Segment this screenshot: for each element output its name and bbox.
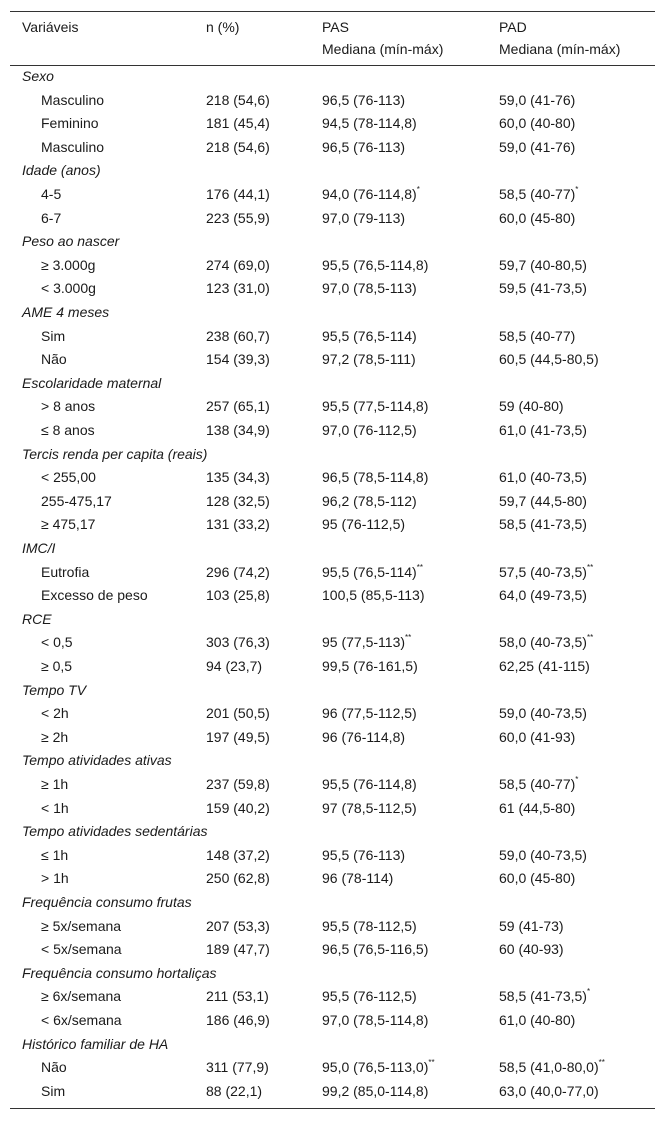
pas-value: 96,5 (76-113): [322, 139, 406, 155]
row-label: < 5x/semana: [41, 941, 122, 957]
row-label: > 1h: [41, 870, 69, 886]
pas-value: 94,0 (76-114,8): [322, 186, 417, 202]
significance-marker: **: [405, 633, 412, 643]
pas-value: 99,5 (76-161,5): [322, 658, 418, 674]
significance-marker: *: [575, 775, 579, 785]
pad-cell: [499, 397, 564, 415]
significance-marker: **: [598, 1058, 605, 1068]
pad-value: 60 (40-93): [499, 941, 564, 957]
n-percent-value: 296 (74,2): [206, 564, 270, 580]
pad-cell: [499, 468, 587, 486]
n-percent-value: 303 (76,3): [206, 634, 270, 650]
pad-value: 58,5 (40-77): [499, 776, 576, 792]
pad-value: 59 (41-73): [499, 918, 564, 934]
pas-cell: [322, 1011, 428, 1029]
pad-value: 61,0 (40-80): [499, 1012, 576, 1028]
pas-cell: [322, 492, 417, 510]
pad-cell: [499, 138, 575, 156]
header-n-percent: n (%): [206, 19, 240, 35]
row-label: ≤ 1h: [41, 847, 69, 863]
category-label: Tercis renda per capita (reais): [22, 446, 208, 462]
category-label: IMC/I: [22, 540, 56, 556]
row-label: ≥ 0,5: [41, 658, 73, 674]
row-label: ≥ 5x/semana: [41, 918, 122, 934]
pas-cell: [322, 563, 423, 581]
row-label: ≥ 1h: [41, 776, 69, 792]
pad-value: 59,7 (40-80,5): [499, 257, 587, 273]
header-pas-subtitle: Mediana (mín-máx): [322, 41, 444, 57]
pad-cell: [499, 1058, 605, 1076]
header-bottom-rule: [10, 65, 655, 66]
pas-cell: [322, 987, 417, 1005]
pad-value: 64,0 (49-73,5): [499, 587, 587, 603]
pad-cell: [499, 279, 587, 297]
n-percent-value: 128 (32,5): [206, 493, 270, 509]
pad-cell: [499, 799, 575, 817]
pas-value: 95,5 (76-112,5): [322, 988, 417, 1004]
pad-value: 58,5 (41-73,5): [499, 988, 587, 1004]
table-top-rule: [10, 11, 655, 12]
pas-cell: [322, 1082, 428, 1100]
pad-value: 59,0 (40-73,5): [499, 847, 587, 863]
row-label: Sim: [41, 328, 66, 344]
pas-cell: [322, 350, 416, 368]
pas-value: 95 (77,5-113): [322, 634, 406, 650]
pad-cell: [499, 114, 575, 132]
pas-value: 95,5 (76-113): [322, 847, 406, 863]
pad-cell: [499, 1082, 599, 1100]
pad-value: 62,25 (41-115): [499, 658, 590, 674]
n-percent-value: 154 (39,3): [206, 351, 270, 367]
n-percent-value: 211 (53,1): [206, 988, 269, 1004]
pad-value: 60,0 (45-80): [499, 210, 576, 226]
row-label: < 0,5: [41, 634, 73, 650]
pad-value: 59 (40-80): [499, 398, 564, 414]
n-percent-value: 148 (37,2): [206, 847, 270, 863]
pad-cell: [499, 633, 593, 651]
category-label: Frequência consumo hortaliças: [22, 965, 217, 981]
pas-value: 97,2 (78,5-111): [322, 351, 416, 367]
row-label: Sim: [41, 1083, 66, 1099]
pad-cell: [499, 91, 575, 109]
row-label: < 3.000g: [41, 280, 96, 296]
row-label: ≥ 3.000g: [41, 257, 96, 273]
pad-cell: [499, 1011, 575, 1029]
pas-cell: [322, 279, 417, 297]
row-label: ≥ 2h: [41, 729, 69, 745]
n-percent-value: 207 (53,3): [206, 918, 270, 934]
pas-cell: [322, 421, 417, 439]
n-percent-value: 218 (54,6): [206, 139, 270, 155]
pas-value: 96,5 (76-113): [322, 92, 406, 108]
pad-value: 57,5 (40-73,5): [499, 564, 587, 580]
n-percent-value: 103 (25,8): [206, 587, 270, 603]
significance-marker: *: [416, 185, 420, 195]
pas-value: 95,5 (76,5-114): [322, 328, 417, 344]
pad-cell: [499, 185, 578, 203]
pas-value: 95,5 (76,5-114): [322, 564, 417, 580]
pas-value: 97,0 (78,5-113): [322, 280, 417, 296]
n-percent-value: 197 (49,5): [206, 729, 270, 745]
pad-value: 58,5 (40-77): [499, 186, 576, 202]
category-label: Idade (anos): [22, 162, 101, 178]
row-label: Não: [41, 1059, 67, 1075]
n-percent-value: 250 (62,8): [206, 870, 270, 886]
pas-cell: [322, 917, 417, 935]
category-label: AME 4 meses: [22, 304, 110, 320]
category-label: Sexo: [22, 68, 54, 84]
row-label: Masculino: [41, 139, 105, 155]
pas-value: 97,0 (76-112,5): [322, 422, 417, 438]
row-label: < 2h: [41, 705, 69, 721]
pas-value: 97,0 (78,5-114,8): [322, 1012, 429, 1028]
pad-value: 58,0 (40-73,5): [499, 634, 587, 650]
n-percent-value: 123 (31,0): [206, 280, 270, 296]
n-percent-value: 238 (60,7): [206, 328, 270, 344]
row-label: Eutrofia: [41, 564, 90, 580]
pas-value: 96,5 (76,5-116,5): [322, 941, 429, 957]
pas-cell: [322, 327, 417, 345]
pas-value: 96,5 (78,5-114,8): [322, 469, 429, 485]
pad-value: 59,0 (40-73,5): [499, 705, 587, 721]
pad-cell: [499, 586, 587, 604]
pad-value: 61,0 (41-73,5): [499, 422, 587, 438]
pas-cell: [322, 468, 428, 486]
pad-cell: [499, 492, 587, 510]
pad-cell: [499, 728, 575, 746]
pas-cell: [322, 138, 405, 156]
pas-value: 95,0 (76,5-113,0): [322, 1059, 429, 1075]
pas-value: 100,5 (85,5-113): [322, 587, 425, 603]
n-percent-value: 218 (54,6): [206, 92, 270, 108]
header-pad: PAD: [499, 19, 527, 35]
pad-cell: [499, 987, 590, 1005]
row-label: ≥ 6x/semana: [41, 988, 122, 1004]
n-percent-value: 138 (34,9): [206, 422, 270, 438]
category-label: Escolaridade maternal: [22, 375, 162, 391]
pad-cell: [499, 563, 593, 581]
pad-value: 60,0 (45-80): [499, 870, 576, 886]
pas-value: 95,5 (76,5-114,8): [322, 257, 429, 273]
category-label: Frequência consumo frutas: [22, 894, 192, 910]
pas-value: 95 (76-112,5): [322, 516, 406, 532]
pas-value: 97 (78,5-112,5): [322, 800, 417, 816]
pas-cell: [322, 397, 428, 415]
pad-cell: [499, 846, 587, 864]
n-percent-value: 189 (47,7): [206, 941, 270, 957]
pas-cell: [322, 256, 428, 274]
n-percent-value: 311 (77,9): [206, 1059, 269, 1075]
header-pas: PAS: [322, 19, 349, 35]
pas-value: 96,2 (78,5-112): [322, 493, 417, 509]
pad-value: 58,5 (40-77): [499, 328, 576, 344]
significance-marker: **: [416, 563, 423, 573]
header-variables: Variáveis: [22, 19, 79, 35]
n-percent-value: 181 (45,4): [206, 115, 270, 131]
pas-cell: [322, 91, 405, 109]
pad-value: 59,0 (41-76): [499, 139, 576, 155]
n-percent-value: 223 (55,9): [206, 210, 270, 226]
category-label: Peso ao nascer: [22, 233, 120, 249]
table-bottom-rule: [10, 1108, 655, 1109]
pas-value: 96 (76-114,8): [322, 729, 406, 745]
pas-cell: [322, 775, 417, 793]
significance-marker: **: [586, 563, 594, 573]
row-label: ≤ 8 anos: [41, 422, 95, 438]
significance-marker: *: [575, 185, 579, 195]
category-label: Tempo TV: [22, 682, 87, 698]
category-label: Histórico familiar de HA: [22, 1036, 169, 1052]
n-percent-value: 131 (33,2): [206, 516, 270, 532]
significance-marker: *: [586, 987, 591, 997]
pad-cell: [499, 421, 587, 439]
pad-value: 60,0 (41-93): [499, 729, 576, 745]
row-label: Não: [41, 351, 67, 367]
row-label: 255-475,17: [41, 493, 112, 509]
pas-cell: [322, 633, 411, 651]
pad-value: 58,5 (41-73,5): [499, 516, 587, 532]
pad-cell: [499, 256, 587, 274]
pas-cell: [322, 114, 417, 132]
pad-cell: [499, 657, 590, 675]
row-label: Feminino: [41, 115, 99, 131]
significance-marker: **: [428, 1058, 435, 1068]
pas-value: 95,5 (77,5-114,8): [322, 398, 429, 414]
row-label: Masculino: [41, 92, 105, 108]
pas-cell: [322, 185, 420, 203]
pad-cell: [499, 940, 564, 958]
n-percent-value: 159 (40,2): [206, 800, 270, 816]
pas-cell: [322, 657, 418, 675]
header-pad-subtitle: Mediana (mín-máx): [499, 41, 621, 57]
n-percent-value: 274 (69,0): [206, 257, 270, 273]
pas-cell: [322, 799, 417, 817]
pas-value: 96 (77,5-112,5): [322, 705, 417, 721]
pad-value: 63,0 (40,0-77,0): [499, 1083, 599, 1099]
pad-cell: [499, 515, 587, 533]
category-label: Tempo atividades ativas: [22, 752, 172, 768]
pad-cell: [499, 327, 575, 345]
pas-value: 95,5 (76-114,8): [322, 776, 417, 792]
pad-value: 59,5 (41-73,5): [499, 280, 587, 296]
pad-cell: [499, 209, 575, 227]
pad-value: 59,0 (41-76): [499, 92, 576, 108]
n-percent-value: 201 (50,5): [206, 705, 270, 721]
row-label: 6-7: [41, 210, 62, 226]
pas-cell: [322, 1058, 435, 1076]
category-label: Tempo atividades sedentárias: [22, 823, 208, 839]
category-label: RCE: [22, 611, 52, 627]
pas-cell: [322, 846, 405, 864]
n-percent-value: 135 (34,3): [206, 469, 270, 485]
row-label: Excesso de peso: [41, 587, 148, 603]
pas-cell: [322, 728, 405, 746]
row-label: < 255,00: [41, 469, 96, 485]
significance-marker: **: [586, 633, 594, 643]
pad-cell: [499, 704, 587, 722]
pas-cell: [322, 869, 393, 887]
pas-value: 94,5 (78-114,8): [322, 115, 417, 131]
n-percent-value: 94 (23,7): [206, 658, 263, 674]
row-label: > 8 anos: [41, 398, 96, 414]
pad-value: 60,0 (40-80): [499, 115, 576, 131]
pas-cell: [322, 515, 405, 533]
pas-value: 96 (78-114): [322, 870, 394, 886]
pad-cell: [499, 350, 599, 368]
row-label: ≥ 475,17: [41, 516, 96, 532]
n-percent-value: 176 (44,1): [206, 186, 270, 202]
pas-cell: [322, 209, 405, 227]
pas-value: 97,0 (79-113): [322, 210, 406, 226]
pas-cell: [322, 940, 428, 958]
pad-cell: [499, 869, 575, 887]
pas-value: 95,5 (78-112,5): [322, 918, 417, 934]
row-label: 4-5: [41, 186, 62, 202]
pad-cell: [499, 917, 564, 935]
n-percent-value: 186 (46,9): [206, 1012, 270, 1028]
pad-value: 58,5 (41,0-80,0): [499, 1059, 599, 1075]
pas-value: 99,2 (85,0-114,8): [322, 1083, 429, 1099]
pas-cell: [322, 704, 417, 722]
pad-value: 61,0 (40-73,5): [499, 469, 587, 485]
pas-cell: [322, 586, 424, 604]
pad-value: 60,5 (44,5-80,5): [499, 351, 599, 367]
row-label: < 6x/semana: [41, 1012, 122, 1028]
pad-cell: [499, 775, 578, 793]
n-percent-value: 257 (65,1): [206, 398, 270, 414]
row-label: < 1h: [41, 800, 69, 816]
n-percent-value: 88 (22,1): [206, 1083, 263, 1099]
pad-value: 61 (44,5-80): [499, 800, 576, 816]
n-percent-value: 237 (59,8): [206, 776, 270, 792]
pad-value: 59,7 (44,5-80): [499, 493, 587, 509]
